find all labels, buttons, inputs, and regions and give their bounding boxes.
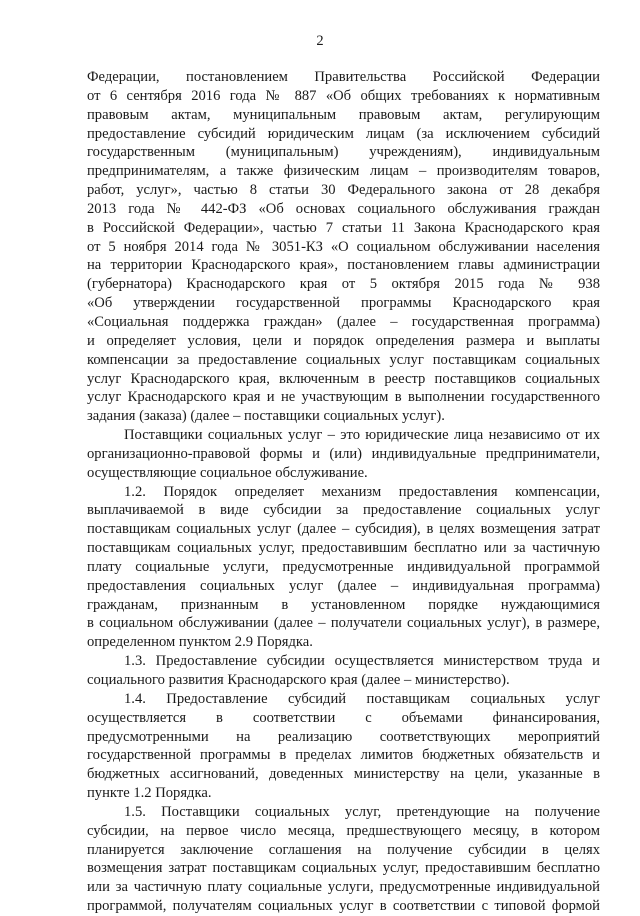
text-line: возмещения затрат поставщикам социальных услуг, предоставившим бесплатно (87, 860, 600, 877)
text-line: услуг Краснодарского края, включенным в реестр поставщиков социальных (87, 370, 600, 387)
text-line: на территории Краснодарского края», постановлением главы администрации (87, 257, 600, 274)
text-line: 1.5. Поставщики социальных услуг, претендующие на получение (124, 803, 600, 820)
text-line: 1.3. Предоставление субсидии осуществляется министерством труда и (124, 653, 600, 670)
text-line: или за частичную плату социальные услуги, предусмотренные индивидуальной (87, 879, 600, 896)
text-line: предоставление субсидий юридическим лицам (за исключением субсидий (87, 125, 600, 142)
text-line: «Об утверждении государственной программы Краснодарского края (87, 295, 600, 312)
text-line: поставщикам социальных услуг (далее – субсидия), в целях возмещения затрат (87, 521, 600, 538)
text-line: государственным (муниципальным) учреждениям), индивидуальным (87, 144, 600, 161)
text-line: государственной программы в пределах лимитов бюджетных обязательств и (87, 747, 600, 764)
text-line: и определяет условия, цели и порядок определения размера и выплаты (87, 332, 600, 349)
text-line: Федерации, постановлением Правительства Российской Федерации (87, 69, 600, 85)
text-line: 1.4. Предоставление субсидий поставщикам социальных услуг (124, 690, 600, 707)
text-line: бюджетных ассигнований, доведенных министерству на цели, указанные в (87, 766, 600, 783)
page-number: 2 (316, 33, 324, 49)
text-line: 1.2. Порядок определяет механизм предоставления компенсации, (124, 483, 600, 500)
text-line: работ, услуг», частью 8 статьи 30 Федерального закона от 28 декабря (87, 182, 600, 199)
text-line: планируется заключение соглашения на получение субсидии в целях (87, 841, 600, 858)
text-line: в социальном обслуживании (далее – получатели социальных услуг), в размере, (87, 615, 600, 632)
text-line: поставщикам социальных услуг, предоставившим бесплатно или за частичную (87, 540, 600, 557)
text-line: задания (заказа) (далее – поставщики социальных услуг). (87, 408, 445, 425)
text-line: предоставления социальных услуг (далее – индивидуальная программа) (87, 577, 600, 594)
text-line: (губернатора) Краснодарского края от 5 октября 2015 года № 938 (87, 276, 600, 293)
document-body (87, 68, 600, 916)
text-line: социального развития Краснодарского края (далее – министерство). (87, 672, 510, 688)
text-line: правовым актам, муниципальным правовым актам, регулирующим (87, 106, 600, 123)
text-line: выплачиваемой в виде субсидии за предоставление социальных услуг (87, 502, 600, 519)
text-line: определенном пунктом 2.9 Порядка. (87, 634, 313, 651)
text-line: программой, получателям социальных услуг в соответствии с типовой формой (87, 898, 600, 915)
text-line: от 6 сентября 2016 года № 887 «Об общих требованиях к нормативным (87, 87, 600, 104)
text-line: «Социальная поддержка граждан» (далее – государственная программа) (87, 313, 600, 330)
text-line: гражданам, признанным в установленном порядке нуждающимися (87, 596, 600, 613)
text-line: 2013 года № 442-ФЗ «Об основах социального обслуживания граждан (87, 200, 600, 217)
text-line: субсидии, на первое число месяца, предшествующего месяцу, в котором (87, 822, 600, 839)
text-line: компенсации за предоставление социальных услуг поставщикам социальных (87, 351, 600, 368)
text-line: организационно-правовой формы и (или) индивидуальные предприниматели, (87, 445, 600, 462)
text-line: Поставщики социальных услуг – это юридические лица независимо от их (124, 427, 600, 444)
text-line: услуг Краснодарского края и не участвующим в выполнении государственного (87, 389, 600, 406)
text-line: плату социальные услуги, предусмотренные индивидуальной программой (87, 558, 600, 575)
text-line: предпринимателям, а также физическим лицам – производителям товаров, (87, 163, 600, 180)
text-line: предусмотренными на реализацию соответствующих мероприятий (87, 728, 600, 745)
text-line: осуществляется в соответствии с объемами финансирования, (87, 709, 600, 726)
text-line: пункте 1.2 Порядка. (87, 785, 212, 802)
text-line: от 5 ноября 2014 года № 3051-КЗ «О социальном обслуживании населения (87, 238, 600, 255)
text-line: в Российской Федерации», частью 7 статьи 11 Закона Краснодарского края (87, 219, 600, 236)
text-line: осуществляющие социальное обслуживание. (87, 464, 368, 481)
